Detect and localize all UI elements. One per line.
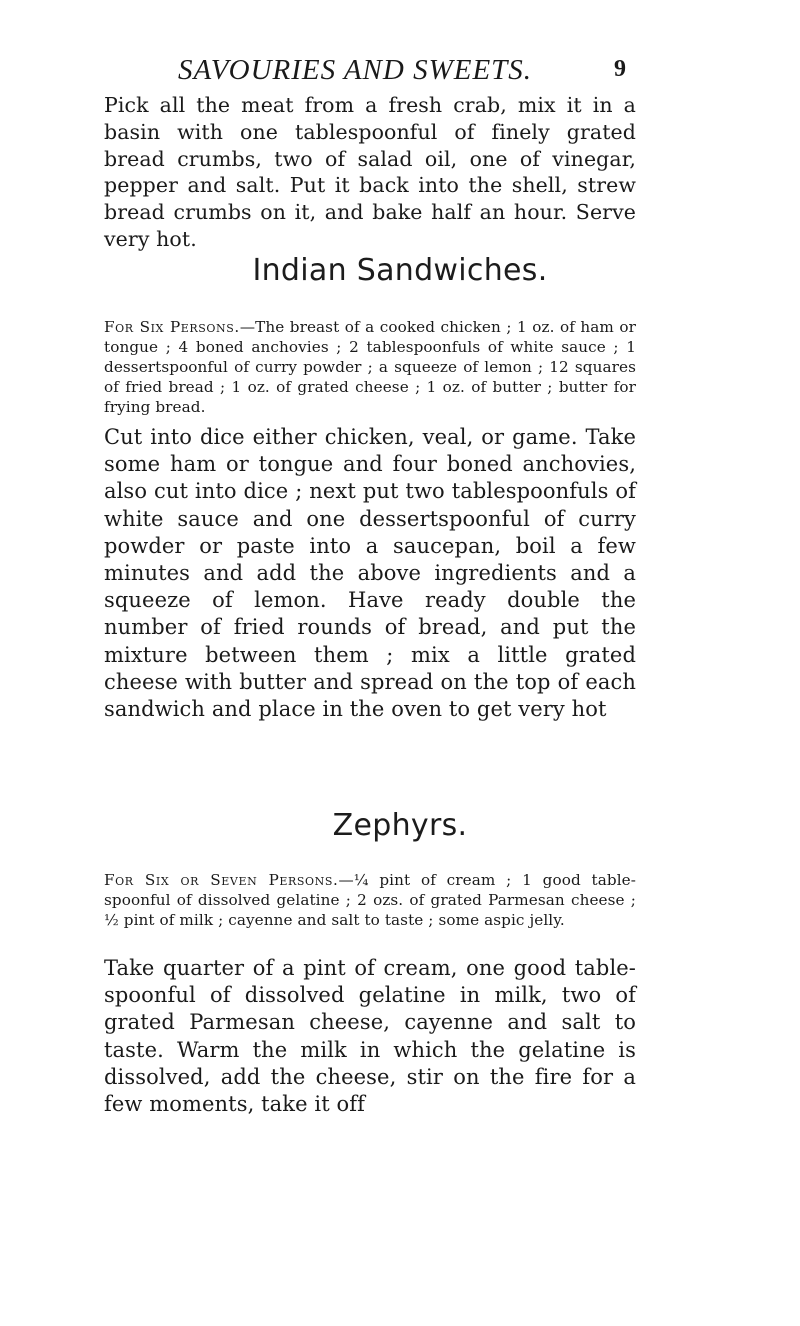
ingredients-list: —The breast of a cooked chicken ; 1 oz. of ham or tongue ; 4 boned anchovies ; 2 tablespoonfuls of white sauce ; 1 dessertspoonful of curry powder ; a squeeze of lemon ; 12 squares of fried bread ; 1 oz. of grated cheese ; 1 oz. of butter ; butter for frying bread. — [104, 318, 636, 416]
persons-label: For Six Persons. — [104, 318, 240, 336]
method-zephyrs: Take quarter of a pint of cream, one good table-spoonful of dissolved gelatine in milk, two of grated Parmesan cheese, cayenne and salt to taste. Warm the milk in which the gelatine is dissolved, add the cheese, stir on the fire for a few moments, take it off — [104, 956, 636, 1117]
persons-label: For Six or Seven Persons. — [104, 871, 339, 889]
intro-paragraph: Pick all the meat from a fresh crab, mix it in a basin with one tablespoonful of finely grated bread crumbs, two of salad oil, one of vinegar, pepper and salt. Put it back into the shell, strew bread crumbs on it, and bake half an hour. Serve very hot. — [104, 93, 636, 251]
page-number: 9 — [614, 56, 626, 82]
recipe-title-indian-sandwiches: Indian Sandwiches. — [252, 253, 548, 288]
ingredients-list: —¼ pint of cream ; 1 good table-spoonful of dissolved gelatine ; 2 ozs. of grated Parmesan cheese ; ½ pint of milk ; cayenne and salt to taste ; some aspic jelly. — [104, 871, 636, 929]
ingredients-indian-sandwiches — [104, 317, 636, 417]
running-title: SAVOURIES AND SWEETS. — [178, 54, 533, 86]
ingredients-zephyrs — [104, 870, 636, 930]
running-head — [0, 54, 800, 94]
method-indian-sandwiches: Cut into dice either chicken, veal, or game. Take some ham or tongue and four boned anchovies, also cut into dice ; next put two tablespoonfuls of white sauce and one dessertspoonful of curry powder or paste into a saucepan, boil a few minutes and add the above ingredients and a squeeze of lemon. Have ready double the number of fried rounds of bread, and put the mixture between them ; mix a little grated cheese with butter and spread on the top of each sandwich and place in the oven to get very hot — [104, 425, 636, 722]
recipe-title-zephyrs: Zephyrs. — [332, 808, 468, 843]
